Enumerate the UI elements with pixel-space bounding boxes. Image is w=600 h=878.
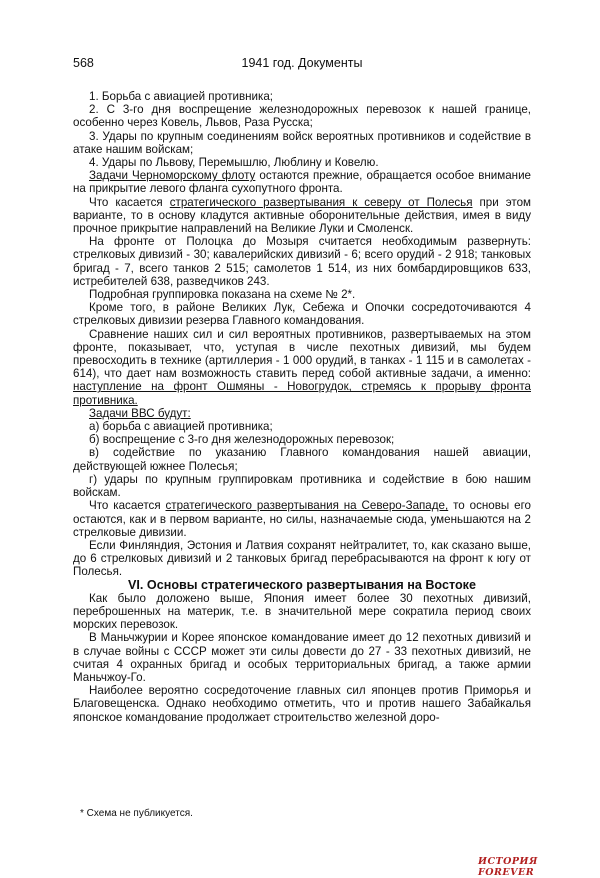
paragraph-text: Сравнение наших сил и сил вероятных противников, развертываемых на этом фронте, показывает, что, уступая в числе пехотных дивизий, мы будем превосходить в технике (артиллерия - 1 000 орудий, в танках - 1 115 и в самолетах - 614), что дает нам возможность ставить перед собой активные задачи, а именно: <box>73 327 531 381</box>
paragraph-task-a: а) борьба с авиацией противника; <box>89 420 273 434</box>
underlined-phrase: стратегического развертывания на Северо-Западе, <box>165 499 449 513</box>
section-title: VI. Основы стратегического развертывания на Востоке <box>128 577 476 592</box>
watermark <box>478 856 590 878</box>
paragraph-manchuria: В Маньчжурии и Корее японское командование имеет до 12 пехотных дивизий и в случае войны с СССР может эти силы довести до 27 - 33 пехотных дивизий, не считая 4 охранных бригад и особых территориальных бригад, а также армии Маньчжоу-Го. <box>73 631 531 684</box>
paragraph-3: 3. Удары по крупным соединениям войск вероятных противников и содействие в атаке нашим войскам; <box>73 129 531 156</box>
document-body <box>73 90 531 724</box>
paragraph-japan-divisions: Как было доложено выше, Япония имеет более 30 пехотных дивизий, переброшенных на материк, т.е. в значительной мере сократила период своих морских перевозок. <box>73 591 531 632</box>
running-title: 1941 год. Документы <box>241 56 363 70</box>
paragraph-text: то основы его остаются, как и в первом варианте, но силы, назначаемые сюда, уменьшаются на 2 стрелковые дивизии. <box>73 499 531 539</box>
paragraph-text: при этом варианте, то в основу кладутся активные оборонительные действия, имея в виду прочное прикрытие направлений на Великие Луки и Смоленск. <box>73 195 531 236</box>
page-number: 568 <box>73 56 94 70</box>
paragraph-north-west <box>73 499 531 539</box>
paragraph-reserve: Кроме того, в районе Великих Лук, Себежа и Опочки сосредоточиваются 4 стрелковых дивизии резерва Главного командования. <box>73 301 531 328</box>
watermark-text: ИСТОРИЯ FOREVER <box>478 856 538 878</box>
paragraph-comparison <box>73 328 531 407</box>
page-header <box>73 56 531 72</box>
paragraph-text: Что касается <box>89 499 166 513</box>
paragraph-2: 2. С 3-го дня воспрещение железнодорожных перевозок к нашей границе, особенно через Ковель, Львов, Раза Русска; <box>73 103 531 130</box>
paragraph-polotsk-front: На фронте от Полоцка до Мозыря считается необходимым развернуть: стрелковых дивизий - 30; кавалерийских дивизий - 6; всего орудий - 2 918; танковых бригад - 7, всего танков 2 515; самолетов 1 514, из них бомбардировщиков 633, истребителей 638, разведчиков 243. <box>73 235 531 288</box>
paragraph-task-b: б) воспрещение с 3-го дня железнодорожных перевозок; <box>89 433 395 447</box>
paragraph-primorye: Наиболее вероятно сосредоточение главных сил японцев против Приморья и Благовещенска. Однако необходимо отметить, что и против нашего Забайкалья японское командование продолжает строительство железной доро- <box>73 684 531 724</box>
underlined-phrase: стратегического развертывания к северу от Полесья <box>169 195 473 209</box>
paragraph-text: Что касается <box>89 195 170 209</box>
paragraph-task-d: г) удары по крупным группировкам противника и содействие в бою нашим войскам. <box>73 472 531 500</box>
paragraph-neutrality: Если Финляндия, Эстония и Латвия сохранят нейтралитет, то, как сказано выше, до 6 стрелковых дивизий и 2 танковых бригад перебрасываются на фронт к югу от Полесья. <box>73 538 531 579</box>
paragraph-4: 4. Удары по Львову, Перемышлю, Люблину и Ковелю. <box>89 156 379 170</box>
paragraph-black-sea-fleet <box>73 169 531 195</box>
footnote: * Схема не публикуется. <box>80 808 193 819</box>
paragraph-task-c: в) содействие по указанию Главного командования нашей авиации, действующей южнее Полесья; <box>73 446 531 473</box>
underlined-phrase: наступление на фронт Ошмяны - Новогрудок, стремясь к прорыву фронта противника. <box>73 380 531 407</box>
paragraph-air-force-tasks <box>73 407 531 420</box>
paragraph-text: остаются прежние, обращается особое внимание на прикрытие левого фланга сухопутного фронта. <box>73 169 531 196</box>
underlined-phrase: Задачи ВВС будут: <box>89 406 191 420</box>
paragraph-north-of-polesie <box>73 196 531 236</box>
paragraph-scheme-ref: Подробная группировка показана на схеме № 2*. <box>89 288 356 302</box>
paragraph-1: 1. Борьба с авиацией противника; <box>89 90 274 103</box>
underlined-phrase: Задачи Черноморскому флоту <box>89 169 256 183</box>
